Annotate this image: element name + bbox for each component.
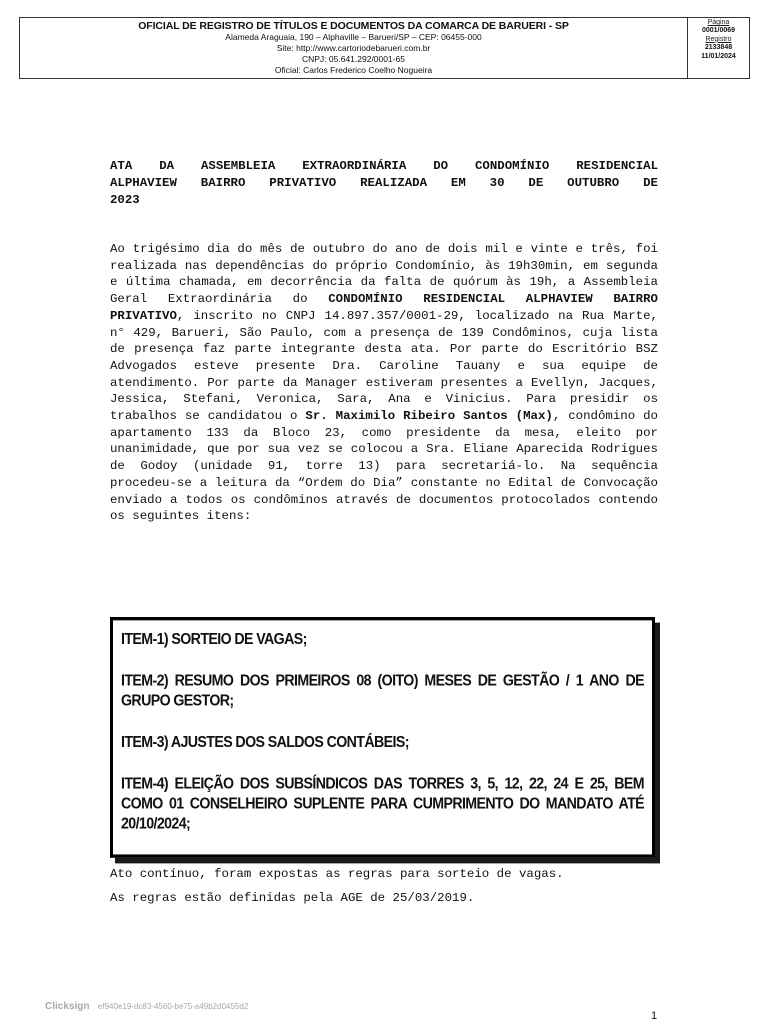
title-line-3: 2023: [110, 193, 140, 207]
registry-header: [19, 17, 750, 79]
registry-value: 2133848: [704, 44, 733, 52]
paragraph-text: , condômino do apartamento 133 da Bloco 23, como presidente da mesa, eleito por unanimidade, que por sua vez se colocou a Sra. Eliane Aparecida Rodrigues de Godoy (unidade 91, torre 13) para secretariá-lo. Na sequência procedeu-se a leitura da “Ordem do Dia” constante no Edital de Convocação enviado a todos os condôminos através de documentos protocolados contendo os seguintes itens:: [110, 409, 658, 524]
registry-label: Registro: [705, 35, 732, 43]
agenda-item-2: ITEM-2) RESUMO DOS PRIMEIROS 08 (OITO) MESES DE GESTÃO / 1 ANO DE GRUPO GESTOR;: [121, 671, 644, 710]
registry-date: 11/01/2024: [701, 52, 736, 60]
agenda-item-3: ITEM-3) AJUSTES DOS SALDOS CONTÁBEIS;: [121, 733, 409, 752]
registry-site: Site: http://www.cartoriodebarueri.com.br: [276, 43, 431, 53]
closing-line-2: As regras estão definidas pela AGE de 25/03/2019.: [110, 891, 475, 905]
paragraph-text: Ao trigésimo dia do mês de outubro do ano de dois mil e vinte e três, foi realizada nas dependências do próprio Condomínio, às 19h30min, em segunda e última chamada, em decorrência da falta de quórum às 19h, a Assembleia Geral Extraordinária do: [110, 242, 658, 307]
registry-address: Alameda Araguaia, 190 – Alphaville – Barueri/SP – CEP: 06455-000: [225, 32, 482, 42]
paragraph-text: , inscrito no CNPJ 14.897.357/0001-29, localizado na Rua Marte, n° 429, Barueri, São Paulo, com a presença de 139 Condôminos, cuja lista de presença faz parte integrante desta ata. Por parte do Escritório BSZ Advogados esteve presente Dra. Caroline Tauany e sua equipe de atendimento. Por parte da Manager estiveram presentes a Evellyn, Jacques, Jessica, Stefani, Veronica, Sara, Ana e Vinicius. Para presidir os trabalhos se candidatou o: [110, 308, 658, 424]
registry-cnpj: CNPJ: 05.641.292/0001-65: [301, 54, 406, 64]
agenda-box: [110, 617, 655, 858]
closing-line-1: Ato contínuo, foram expostas as regras para sorteio de vagas.: [110, 867, 564, 881]
agenda-item-4: ITEM-4) ELEIÇÃO DOS SUBSÍNDICOS DAS TORRES 3, 5, 12, 22, 24 E 25, BEM COMO 01 CONSELHEIRO SUPLENTE PARA CUMPRIMENTO DO MANDATO ATÉ 20/10/2024;: [121, 774, 644, 834]
registry-official: Oficial: Carlos Frederico Coelho Nogueira: [274, 65, 433, 75]
page-label: Página: [707, 19, 730, 26]
title-line-1: ATA DA ASSEMBLEIA EXTRAORDINÁRIA DO CONDOMÍNIO RESIDENCIAL: [110, 159, 658, 173]
registry-stamp: [688, 18, 749, 78]
signature-id: [45, 996, 248, 1014]
condominium-name: CONDOMÍNIO RESIDENCIAL ALPHAVIEW BAIRRO PRIVATIVO: [110, 292, 658, 323]
president-name: Sr. Maximilo Ribeiro Santos (Max): [305, 409, 553, 424]
title-line-2: ALPHAVIEW BAIRRO PRIVATIVO REALIZADA EM 30 DE OUTUBRO DE: [110, 176, 658, 190]
page-number: 1: [651, 1010, 658, 1022]
page-value: 0001/0069: [701, 27, 736, 35]
minutes-paragraph: [110, 241, 658, 525]
registry-info: [20, 18, 688, 78]
minutes-title: [110, 158, 658, 209]
registry-name: OFICIAL DE REGISTRO DE TÍTULOS E DOCUMENTOS DA COMARCA DE BARUERI - SP: [138, 20, 569, 32]
signature-brand: Clicksign: [45, 1001, 90, 1012]
signature-code: ef940e19-dc83-4560-be75-a49b2d0455d2: [97, 1002, 249, 1011]
agenda-item-1: ITEM-1) SORTEIO DE VAGAS;: [121, 630, 307, 649]
